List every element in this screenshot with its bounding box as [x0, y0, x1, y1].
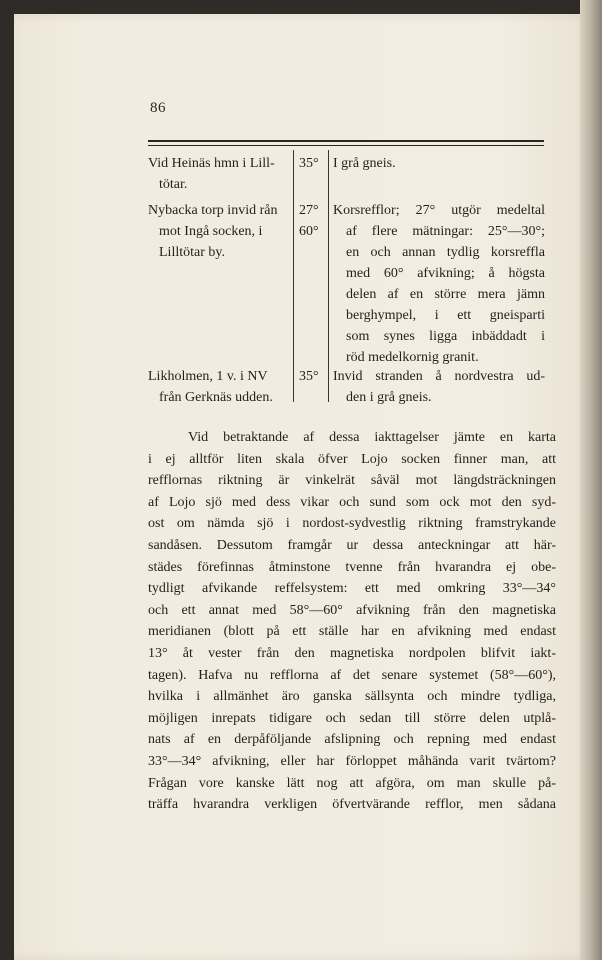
body-line: 33°—34° afvikning, eller har förloppet måhända varit tvärtom?: [148, 753, 556, 769]
table-top-rule: [148, 140, 544, 142]
page-number: 86: [150, 100, 166, 116]
table-row-2-degrees: 27° 60°: [299, 203, 319, 239]
column-divider-1: [293, 150, 294, 402]
column-divider-2: [328, 150, 329, 402]
body-paragraph: [148, 427, 556, 816]
body-line: och ett annat med 58°—60° afvikning från den magnetiska: [148, 602, 556, 618]
book-spine-edge: [580, 0, 602, 960]
table-row-3-degrees: 35°: [299, 369, 319, 384]
body-line: träffa hvarandra verkligen öfvertvärande refflor, men sådana: [148, 797, 556, 813]
body-line: Frågan vore kanske lätt nog att afgöra, om man skulle på-: [148, 775, 556, 791]
body-line: Vid betraktande af dessa iakttagelser jämte en karta: [188, 430, 556, 445]
table-row-1-location: Vid Heinäs hmn i Lill- tötar.: [148, 156, 275, 192]
body-line: af Lojo sjö med dess vikar och sund som ock mot den syd-: [148, 494, 556, 510]
table-row-3-description: Invid stranden å nordvestra ud- den i grå gneis.: [333, 369, 545, 405]
body-line: i ej alltför liten skala öfver Lojo socken finner man, att: [148, 451, 556, 467]
body-line: meridianen (blott på ett ställe har en afvikning med endast: [148, 624, 556, 640]
body-line: refflornas riktning är vinkelrät såväl mot längdsträckningen: [148, 473, 556, 489]
body-line: nats af en derpåföljande afslipning och repning med endast: [148, 732, 556, 748]
body-line: möjligen inrepats tidigare och sedan till större delen utplå-: [148, 710, 556, 726]
body-line: sandåsen. Dessutom framgår ur dessa anteckningar att här-: [148, 537, 556, 553]
body-line: hvilka i allmänhet äro ganska sällsynta och mindre tydliga,: [148, 689, 556, 705]
body-line: ost om nämda sjö i nordost-sydvestlig riktning framstrykande: [148, 516, 556, 532]
table-row-2-location: Nybacka torp invid rån mot Ingå socken, i Lilltötar by.: [148, 203, 278, 260]
table-row-1-description: I grå gneis.: [333, 156, 396, 171]
body-line: 13° åt vester från den magnetiska nordpolen blifvit iakt-: [148, 645, 556, 661]
table-row-1-degrees: 35°: [299, 156, 319, 171]
table-row-2-description: Korsrefflor; 27° utgör medeltal af flere mätningar: 25°—30°; en och annan tydlig korsreffla med 60° afvikning; å högsta delen af en större mera jämn berghympel, i ett gneisparti som synes ligga inbäddadt i röd medelkornig granit.: [333, 203, 545, 365]
table-row-3-location: Likholmen, 1 v. i NV från Gerknäs udden.: [148, 369, 273, 405]
body-line: tagen). Hafva nu refflorna af det senare systemet (58°—60°),: [148, 667, 556, 683]
body-line: städes förefinnas åtminstone tvenne från hvarandra ej obe-: [148, 559, 556, 575]
body-line: tydligt afvikande reffelsystem: ett med omkring 33°—34°: [148, 581, 556, 597]
table-top-rule-thin: [148, 145, 544, 146]
